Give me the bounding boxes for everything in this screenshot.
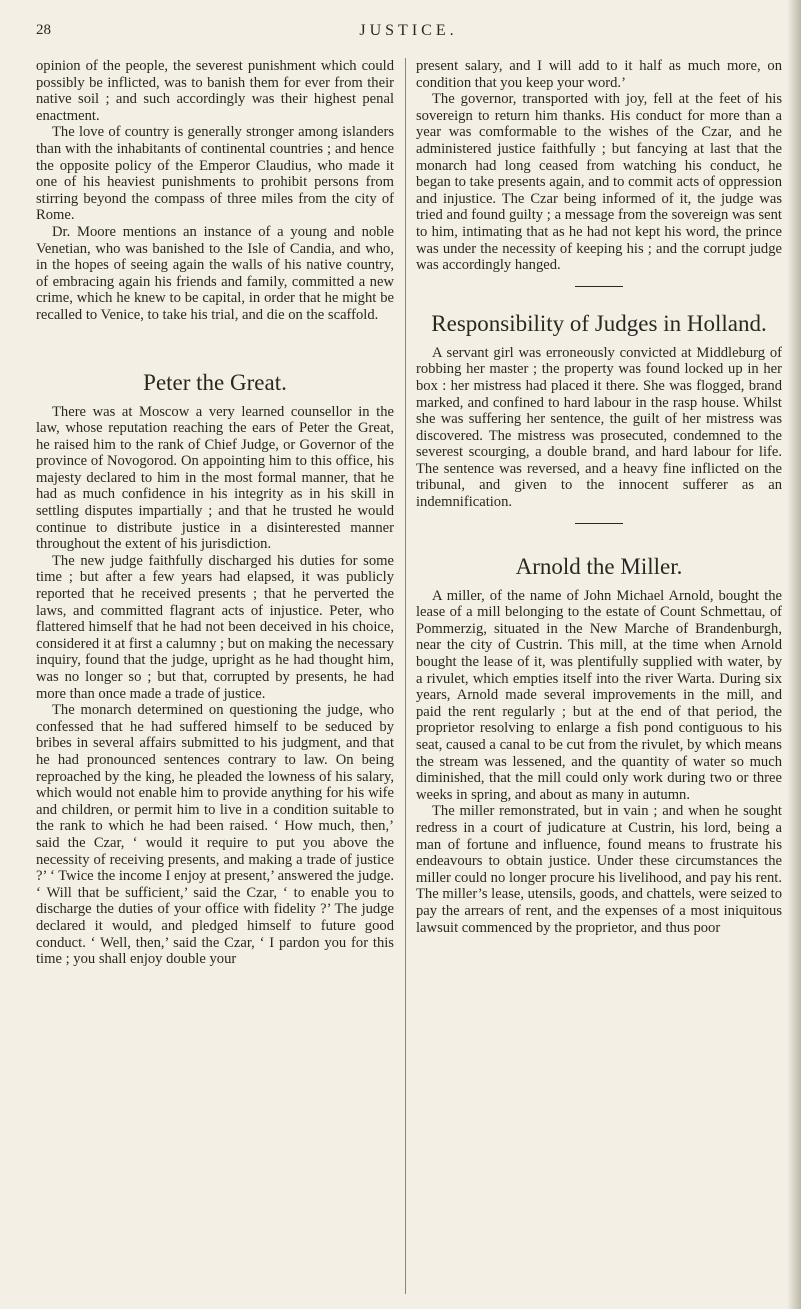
paragraph-opening: opinion of the people, the severest punishment which could possibly be inflicted, was to banish them for ever from their native soil ; and such accordingly was their highest penal enactment. <box>36 58 394 124</box>
paragraph-continued: present salary, and I will add to it half as much more, on condition that you keep your word.’ <box>416 58 782 91</box>
paragraph-dr-moore: Dr. Moore mentions an instance of a young and noble Venetian, who was banished to the Isle of Candia, and who, in the hopes of seeing again the walls of his native country, of embracing again his friends and family, committed a new crime, which he knew to be capital, in order that he might be recalled to Venice, to take his trial, and die on the scaffold. <box>36 223 394 323</box>
section-divider-rule <box>575 523 623 524</box>
section-heading-peter-the-great: Peter the Great. <box>143 369 287 395</box>
paragraph-peter-3: The monarch determined on questioning the judge, who confessed that he had suffered himself to be seduced by bribes in several affairs submitted to his judgment, and that he had pronounced sentences contrary to law. On being reproached by the king, he pleaded the lowness of his salary, which would not enable him to provide anything for his wife and children, or permit him to live in a condition suitable to the rank to which he had been raised. ‘ How much, then,’ said the Czar, ‘ would it require to put you above the necessity of receiving presents, and making a trade of justice ?’ ‘ Twice the income I enjoy at present,’ answered the judge. ‘ Will that be sufficient,’ said the Czar, ‘ to enable you to discharge the duties of your office with fidelity ?’ The judge declared it would, and pledged himself to future good conduct. ‘ Well, then,’ said the Czar, ‘ I pardon you for this time ; you shall enjoy double your <box>36 702 394 968</box>
paragraph-peter-2: The new judge faithfully discharged his duties for some time ; but after a few years had elapsed, it was publicly reported that he received presents ; that he perverted the laws, and committed flagrant acts of injustice. Peter, who flattered himself that he had not been deceived in his choice, considered it at first a calumny ; but on making the necessary inquiry, found that the judge, upright as he had thought him, was no longer so ; but that, corrupted by presents, he had more than once made a trade of justice. <box>36 552 394 702</box>
page-header <box>36 22 781 46</box>
page-edge-shadow <box>787 0 801 1309</box>
paragraph-governor: The governor, transported with joy, fell at the feet of his sovereign to return him thanks. His conduct for more than a year was comformable to the wishes of the Czar, and he administered justice faithfully ; but fancying at last that the monarch had long ceased from watching his conduct, he began to take presents again, and to commit acts of oppression and injustice. The Czar being informed of it, the judge was tried and found guilty ; a message from the sovereign was sent to him, intimating that as he had not kept his word, the prince was under the necessity of keeping his ; and the corrupt judge was accordingly hanged. <box>416 91 782 274</box>
section-heading-arnold-the-miller: Arnold the Miller. <box>515 553 683 579</box>
section-heading-responsibility-of-judges: Responsibility of Judges in Holland. <box>431 310 767 336</box>
paragraph-love-of-country: The love of country is generally stronger among islanders than with the inhabitants of continental countries ; and hence the opposite policy of the Emperor Claudius, who made it one of his heaviest punishments to prohibit persons from stirring beyond the compass of three miles from the city of Rome. <box>36 124 394 224</box>
right-column <box>416 58 782 936</box>
paragraph-arnold-2: The miller remonstrated, but in vain ; and when he sought redress in a court of judicature at Custrin, his lord, being a man of fortune and influence, found means to frustrate his endeavours to obtain justice. Under these circumstances the miller could no longer procure his livelihood, and pay his rent. The miller’s lease, utensils, goods, and chattels, were seized to pay the arrears of rent, and the expenses of a most iniquitous lawsuit commenced by the proprietor, and thus poor <box>416 803 782 936</box>
left-column <box>36 58 394 968</box>
section-divider-rule <box>575 286 623 287</box>
running-head: JUSTICE. <box>359 22 458 39</box>
paragraph-arnold-1: A miller, of the name of John Michael Arnold, bought the lease of a mill belonging to the estate of Count Schmettau, of Pommerzig, situated in the New Marche of Brandenburgh, near the city of Custrin. This mill, at the time when Arnold bought the lease of it, was plentifully supplied with water, by a rivulet, which empties itself into the river Warta. During six years, Arnold made several improvements in the mill, and paid the rent regularly ; but at the end of that period, the proprietor resolving to enlarge a fish pond contiguous to his seat, caused a canal to be cut from the rivulet, by which means the stream was lessened, and the quantity of water so much diminished, that the mill could only work during two or three weeks in spring, and about as many in autumn. <box>416 587 782 803</box>
paragraph-holland: A servant girl was erroneously convicted at Middleburg of robbing her master ; the property was found locked up in her box : her mistress had placed it there. She was flogged, brand marked, and confined to hard labour in the rasp house. Whilst she was suffering her sentence, the guilt of her mistress was discovered. The mistress was prosecuted, condemned to the severest scourging, a double brand, and hard labour for life. The sentence was reversed, and a heavy fine inflicted on the tribunal, and given to the innocent sufferer as an indemnification. <box>416 344 782 511</box>
paragraph-peter-1: There was at Moscow a very learned counsellor in the law, whose reputation reaching the ears of Peter the Great, he raised him to the rank of Chief Judge, or Governor of the province of Novogorod. On appointing him to this office, his majesty declared to him in the most formal manner, that he had as much confidence in his integrity as in his skill in settling disputes impartially ; and that he trusted he would continue to distribute justice in a disinterested manner throughout the extent of his jurisdiction. <box>36 403 394 553</box>
page-number: 28 <box>36 22 51 38</box>
column-divider <box>405 58 406 1294</box>
